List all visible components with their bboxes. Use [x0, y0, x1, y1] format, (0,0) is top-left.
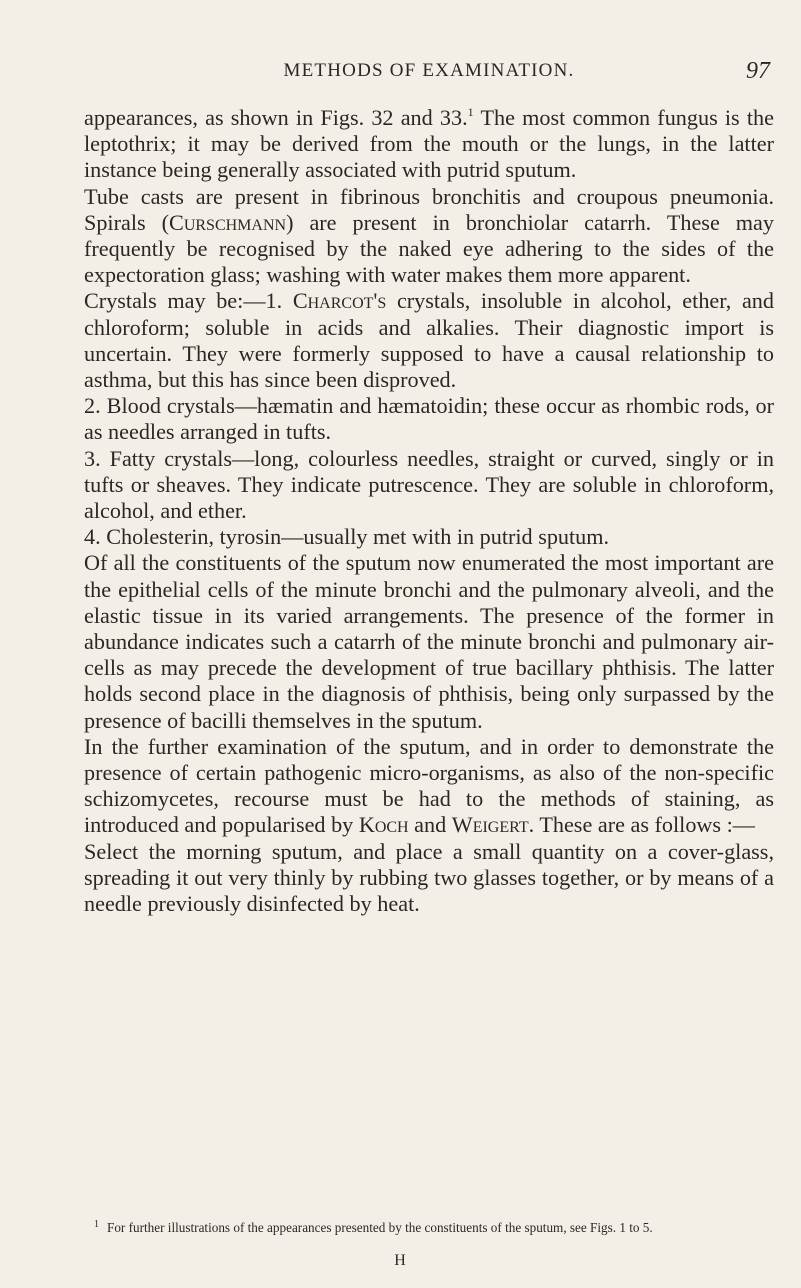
paragraph-4: 2. Blood crystals—hæmatin and hæmatoidin; these occur as rhombic rods, or as needles arranged in tufts. — [84, 393, 774, 445]
signature-mark: H — [394, 1252, 407, 1269]
paragraph-text: crystals, insoluble in alcohol, ether, and chloroform; soluble in acids and alkalies. Their diagnostic import is uncertain. They were formerly supposed to have a causal relationship to asthma, but this has since been disproved. — [84, 288, 774, 393]
paragraph-7: Of all the constituents of the sputum now enumerated the most important are the epithelial cells of the minute bronchi and the pulmonary alveoli, and the elastic tissue in its varied arrangements. The presence of the former in abundance indicates such a catarrh of the minute bronchi and pulmonary air-cells as may precede the development of true bacillary phthisis. The latter holds second place in the diagnosis of phthisis, being only surpassed by the presence of bacilli themselves in the sputum. — [84, 550, 774, 733]
running-head — [84, 58, 774, 86]
page-number: 97 — [746, 58, 770, 84]
paragraph-2 — [84, 184, 774, 289]
paragraph-text: The most common fungus is the leptothrix; it may be derived from the mouth or the lungs, in the latter instance being generally associated with putrid sputum. — [84, 105, 774, 183]
footnote — [84, 1217, 774, 1236]
author-name: Weigert — [451, 812, 529, 838]
body-text — [84, 105, 774, 917]
paragraph-text: In the further examination of the sputum, and in order to demonstrate the presence of certain pathogenic micro-organisms, as also of the non-specific schizomycetes, recourse must be had to the methods of staining, as introduced and popularised by — [84, 733, 774, 838]
paragraph-1 — [84, 105, 774, 184]
paragraph-9: Select the morning sputum, and place a small quantity on a cover-glass, spreading it out very thinly by rubbing two glasses together, or by means of a needle previously disinfected by heat. — [84, 838, 774, 917]
paragraph-text: Crystals may be:—1. — [84, 288, 293, 314]
paragraph-6: 4. Cholesterin, tyrosin—usually met with in putrid sputum. — [84, 524, 610, 550]
footnote-text: For further illustrations of the appearances presented by the constituents of the sputum, see Figs. 1 to 5. — [107, 1220, 653, 1235]
footnote-mark: 1 — [94, 1219, 99, 1230]
footnote-ref: 1 — [467, 105, 474, 119]
paragraph-text: ) are present in bronchiolar catarrh. These may frequently be recognised by the naked eye adhering to the sides of the expectoration glass; washing with water makes them more apparent. — [84, 209, 774, 288]
author-name: Koch — [358, 812, 409, 838]
paragraph-text: and — [408, 812, 452, 838]
author-name: Curschmann — [169, 209, 287, 235]
paragraph-8 — [84, 734, 774, 839]
running-title: METHODS OF EXAMINATION. — [283, 60, 575, 81]
paragraph-text: Tube casts are present in fibrinous bronchitis and croupous pneumonia. Spirals ( — [84, 183, 774, 235]
paragraph-5: 3. Fatty crystals—long, colourless needles, straight or curved, singly or in tufts or sheaves. They indicate putrescence. They are soluble in chloroform, alcohol, and ether. — [84, 445, 774, 524]
paragraph-text: appearances, as shown in Figs. 32 and 33. — [84, 105, 468, 130]
paragraph-3 — [84, 288, 774, 393]
author-name: Charcot's — [292, 288, 387, 314]
paragraph-text: . These are as follows :— — [528, 812, 755, 838]
